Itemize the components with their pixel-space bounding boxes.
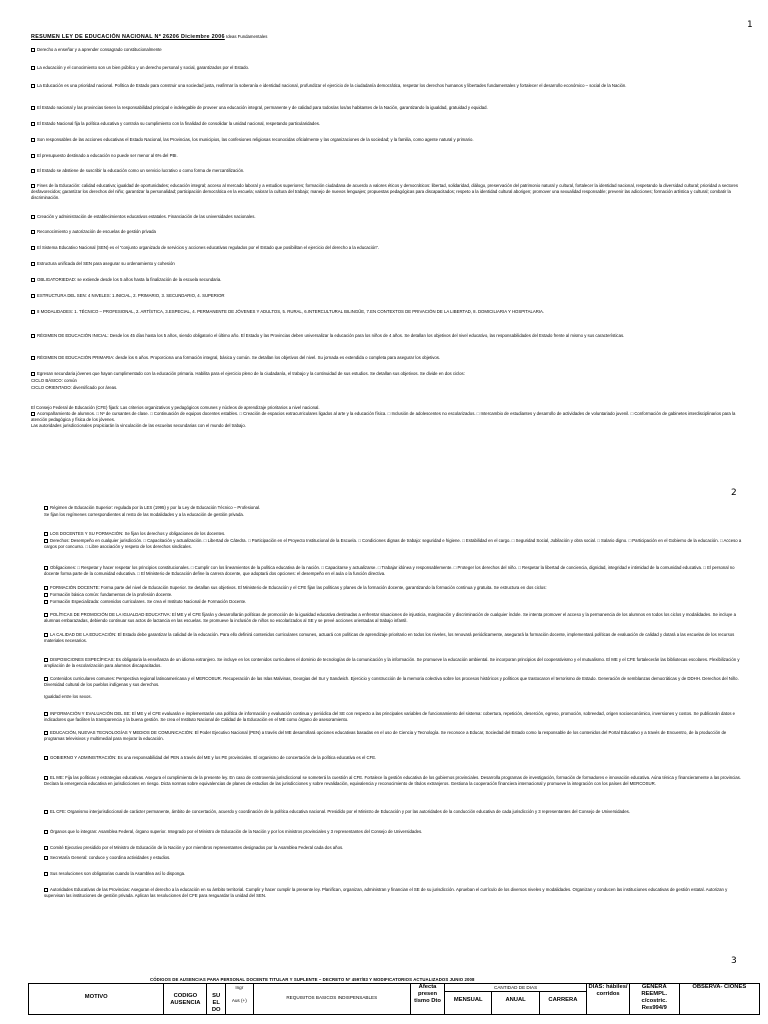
list-item: El Estado nacional y las provincias tienen la responsabilidad principal e indelegable de proveer una educación integral, permanente y de calidad para todos/as los/as habitantes de la Nación, garantizando la igualdad, gratuidad y equidad. — [31, 105, 746, 111]
checkbox-icon — [44, 677, 48, 681]
page-number-3: 3 — [731, 956, 737, 966]
list-item: Egresan secundaria jóvenes que hayan cumplimentado con la educación primaria. Habilita para el ejercicio pleno de la ciudadanía, el trabajo y la continuidad de sus estudios. Se detallan sus objetivos. Se divide en dos ciclos: — [31, 371, 746, 377]
checkbox-icon — [31, 334, 35, 338]
page-number-1: 1 — [747, 20, 753, 30]
checkbox-icon — [44, 532, 48, 536]
checkbox-icon — [44, 846, 48, 850]
list-item: EL ME: Fija las políticas y estrategias educativas. Asegura el cumplimiento de la presente ley. En caso de controversia jurisdiccional se someterá la cuestión al CFE. Fortalece la gestión educativa de los gobiernos provinciales. Desarrolla programas de investigación, formación de formadores e innovación educativa. Aúna ténica y financieramente a las provincias. Declara la emergencia educativa en jurisdicciones en riesgo. Dicta normas sobre equivalencias de planes de estudios de las jurisdicciones y sobre revalidación, equivalencia y reconocimiento de títulos extranjeros. Gestiona la cooperación financiera internacional y promueve la integración con los países del MERCOSUR. — [44, 775, 741, 787]
list-item: Formación Especializada: contenidos curriculares. Se crea el Instituto Nacional de Formación Docente. — [44, 599, 746, 605]
list-item: Autoridades Educativas de las Provincias: Aseguran el derecho a la educación en su ámbito territorial. Cumplir y hacer cumplir la presente ley. Planifican, organizan, administran y financian el SE de su jurisdicción. Aprueban el currículo de los diversos niveles y modalidades. Organizan y conducen las instituciones educativas de gestión estatal. Autorizan y supervisan las instituciones de gestión privada. Aplican las resoluciones del CFE para resguardar la unidad del SEN. — [44, 887, 728, 899]
checkbox-icon — [31, 215, 35, 219]
header-carrera: CARRERA — [539, 992, 586, 1015]
header-requisitos: REQUISITOS BASICOS INDISPENSABLES — [253, 984, 410, 1015]
header-su: SU EL DO — [207, 984, 226, 1015]
checkbox-icon — [44, 539, 48, 543]
checkbox-icon — [31, 356, 35, 360]
cfe-last: Las autoridades jurisdiccionales propiciarán la vinculación de las escuelas secundarias con el mundo del trabajo. — [31, 423, 246, 428]
list-item: POLÍTICAS DE PROMOCIÓN DE LA IGUALDAD EDUCATIVA: El ME y el CFE fijarán y desarrollarán políticas de promoción de la igualdad educativa destinadas a enfrentar situaciones de injusticia, marginación y discriminación de cualquier índole. Se intenta promover el acceso y la permanencia de los alumnos en todos los ciclos y modalidades. Se incluye a alumnas embarazadas, debiendo continuar sus actos de lactancia en las escuelas. Se promueve la inclusión de niños no escolarizados al SE y se prevé acciones orientadas al trabajo infantil. — [44, 612, 736, 624]
checkbox-icon — [44, 756, 48, 760]
cfe-paragraph: El Consejo Federal de Educación (CFE) fijará: Las criterios organizativos y pedagógicos comunes y núcleos de aprendizaje prioritarios a nivel nacional. — [31, 405, 320, 410]
header-afecta: Afecta presen tismo Dto — [410, 984, 444, 1015]
list-item: Creación y administración de establecimientos educativos estatales. Financiación de las universidades nacionales. — [31, 214, 746, 220]
list-item: Estructura unificada del SEN para asegurar su ordenamiento y cohesión — [31, 261, 746, 267]
header-dias: DIAS: hábiles/ corridos — [587, 984, 630, 1015]
list-item: Régimen de Educación Superior: regulada por la LES (1995) y por la Ley de Educación Técnico – Profesional. — [44, 505, 746, 511]
title-text: RESUMEN LEY DE EDUCACIÓN NACIONAL Nº 26206 Diciembre 2006 — [31, 34, 225, 40]
list-item: Contenidos curriculares comunes: Perspectiva regional latinoamericana y el MERCOSUR. Recuperación de las Islas Malvinas, Georgias del Sur y Sandwich. Ejercicio y construcción de la memoria colectiva sobre los procesos históricos y políticos que trastocaron el terrorismo de Estado. Generación de semblanzas democráticas y de DDHH. Derechos del Niño. Diversidad cultural de los pueblos indígenas y sus derechos. — [44, 676, 739, 688]
list-item: OBLIGATORIEDAD: se extiende desde los 5 años hasta la finalización de la escuela secundaria. — [31, 277, 746, 283]
list-item: Derecho a enseñar y a aprender consagrado constitucionalmente — [31, 47, 746, 53]
cycle-basic: CICLO BÁSICO: común — [31, 378, 77, 383]
list-item: RÉGIMEN DE EDUCACIÓN PRIMARIA: desde los 6 años. Proporciona una formación integral, básica y común. Se detallan los objetivos del nivel. Su jornada es extendida o completa para asegurar los objetivos. — [31, 355, 746, 361]
list-item: INFORMACIÓN Y EVALUACIÓN DEL SE: El ME y el CFE evaluarán e implementarán una política de información y evaluación continua y periódica del SE con respecto a las principales variables de funcionamiento del sistema: cobertura, repetición, deserción, egreso, promoción, sobreedad, origen socioeconómico, inversiones y costos. Se publicarán datos e indicadores que faciliten la transparencia y la buena gestión. Se crea el Instituto Nacional de Calidad de la Educación en el ME como órgano de asesoramiento. — [44, 711, 736, 723]
list-item: El Estado se abstiene de suscribir la educación como un servicio lucrativo o como forma de mercantilización. — [31, 168, 746, 174]
page-number-2: 2 — [731, 488, 737, 498]
checkbox-icon — [31, 278, 35, 282]
checkbox-icon — [31, 294, 35, 298]
list-item: La educación y el conocimiento son un bien público y un derecho personal y social, garantizados por el Estado. — [31, 65, 746, 71]
header-mensual: MENSUAL — [445, 992, 492, 1015]
list-item: Obligaciones: □ Respetar y hacer respetar los principios constitucionales. □ Cumplir con los lineamientos de la política educativa de la nación. □ Capacitarse y actualizarse. □ Trabajar idónea y responsablemente. □ Proteger los derechos del niño. □ Respetar la libertad de conciencia, dignidad, integridad e intimidad de la comunidad educativa. □ El personal no docente forma parte de la comunidad educativa. □ El Ministerio de Educación define la carrera docente, que adoptará dos opciones: el desempeño en el aula o la función directiva. — [44, 565, 735, 577]
list-item: El Sistema Educativo Nacional (SEN) es el "conjunto organizado de servicios y acciones educativas regulados por el Estado que posibilitan el ejercicio del derecho a la educación". — [31, 245, 746, 251]
checkbox-icon — [31, 138, 35, 142]
checkbox-icon — [44, 633, 48, 637]
list-item: RÉGIMEN DE EDUCACIÓN INICIAL: Desde los 45 días hasta los 5 años, siendo obligatorio el último año. El Estado y las Provincias deben universalizar la educación para los niños de 4 años. Se detallan los objetivos del nivel educativo, las responsabilidades del Estado frente al mismo y sus características. — [31, 333, 746, 339]
list-item: LOS DOCENTES Y SU FORMACIÓN: Se fijan los derechos y obligaciones de los docentes. — [44, 531, 746, 537]
list-item: LA CALIDAD DE LA EDUCACIÓN: El Estado debe garantizar la calidad de la educación. Para ello definirá contenidos curriculares comunes, actuará con políticas de aprendizaje prioritario en todos los niveles, los renovará periódicamente, asegurará la formación docente, implementará políticas de evaluación de calidad y dotará a las escuelas de los recursos materiales necesarios. — [44, 632, 735, 644]
list-item: Órganos que lo integran: Asamblea Federal, órgano superior. Integrado por el Ministro de Educación de la Nación y por los ministros provinciales y 3 representantes del Consejo de Universidades. — [44, 829, 746, 835]
checkbox-icon — [31, 230, 35, 234]
checkbox-icon — [31, 106, 35, 110]
list-item: Sus resoluciones son obligatorias cuando la Asamblea así lo disponga. — [44, 871, 746, 877]
checkbox-icon — [44, 776, 48, 780]
list-item: Reconocimiento y autorización de escuelas de gestión privada — [31, 229, 746, 235]
checkbox-icon — [44, 658, 48, 662]
list-item: ESTRUCTURA DEL SEN: 4 NIVELES: 1.INICIAL, 2. PRIMARIO, 3. SECUNDARIO, 4. SUPERIOR — [31, 293, 746, 299]
cycle-oriented: CICLO ORIENTADO: diversificado por áreas. — [31, 385, 118, 390]
checkbox-icon — [31, 122, 35, 126]
checkbox-icon — [31, 262, 35, 266]
list-item: Son responsables de las acciones educativas el Estado Nacional, las Provincias, los municipios, las confesiones religiosas reconocidas oficialmente y las organizaciones de la sociedad; y la familia, como agente natural y primario. — [31, 137, 746, 143]
list-item: GOBIERNO Y ADMINISTRACIÓN: Es una responsabilidad del PEN a través del ME y los PE provinciales. El organismo de concertación de la política educativa es el CFE. — [44, 755, 746, 761]
checkbox-icon — [44, 872, 48, 876]
checkbox-icon — [31, 310, 35, 314]
list-item: EDUCACIÓN, NUEVAS TECNOLOGÍAS Y MEDIOS DE COMUNICACIÓN: El Poder Ejecutivo Nacional (PEN) a través del ME desarrollará opciones educativas basadas en el uso de Ciencia y Tecnología. Se reconoce a Educar, Sociedad del Estado como la responsable de los contenidos del Portal Educativo y a través de Encuentro, de la producción de programas televisivos y multimedial para mejorar la educación. — [44, 730, 727, 742]
subtitle-text: Ideas Fundamentales — [226, 34, 268, 39]
absence-codes-table — [28, 983, 760, 1015]
checkbox-icon — [44, 731, 48, 735]
list-item: El presupuesto destinado a educación no puede ser menor al 6% del PBI. — [31, 153, 746, 159]
cfe-items: Acompañamiento de alumnos. □ Nº de cursantes de clase. □ Continuación de equipos docentes estables. □ Creación de espacios extracurriculares ligados al arte y la educación física. □ Inclusión de adolescentes no escolarizados. □ Intercambio de estudiantes y desarrollo de actividades de voluntariado juvenil. □ Conformación de gabinetes interdisciplinarios para la atención pedagógica y física de los jóvenes. — [31, 411, 736, 423]
checkbox-icon — [44, 888, 48, 892]
checkbox-icon — [31, 48, 35, 52]
checkbox-icon — [44, 712, 48, 716]
checkbox-icon — [31, 372, 35, 376]
header-aus: Aus (+) — [231, 998, 247, 1003]
checkbox-icon — [31, 84, 35, 88]
document-title — [31, 34, 746, 40]
table-caption: CÓDIGOS DE AUSENCIAS PARA PERSONAL DOCENTE TITULAR Y SUPLENTE – DECRETO Nº 4597/83 Y MODIFICATORIOS ACTUALIZADOS JUNIO 2008 — [150, 977, 475, 982]
checkbox-icon — [44, 613, 48, 617]
header-motivo: MOTIVO — [29, 984, 164, 1015]
list-item: Secretaría General: conduce y coordina actividades y estudios. — [44, 855, 746, 861]
header-cantidad: CANTIDAD DE DIAS — [445, 984, 587, 992]
checkbox-icon — [31, 66, 35, 70]
checkbox-icon — [44, 586, 48, 590]
paragraph: Se fijan los regímenes correspondientes al resto de las modalidades y a la educación de gestión privada. — [44, 512, 244, 517]
checkbox-icon — [31, 154, 35, 158]
header-codigo: CODIGO AUSENCIA — [164, 984, 207, 1015]
checkbox-icon — [31, 169, 35, 173]
list-item: Fines de la Educación: calidad educativa; igualdad de oportunidades; educación integral; acceso al mercado laboral y a estudios superiores; formación ciudadana de acuerdo a valores éticos y democráticos: libertad, solidaridad, diálogo, preservación del patrimonio natural y cultural, fortalecer la identidad nacional, respetando la diversidad cultural; prioridad a sectores desfavorecidos; garantizar los derechos del niño; garantizar la personalidad; participación democrática en la escuela; valorar la cultura del trabajo; manejo de nuevos lenguajes; propuestas pedagógicas para discapacitados; respeto a la identidad cultural aborigen; promover una sexualidad responsable; prevenir las adicciones; formación artística y cultural; combatir la discriminación. — [31, 183, 739, 201]
checkbox-icon — [44, 506, 48, 510]
checkbox-icon — [44, 593, 48, 597]
list-item: DISPOSICIONES ESPECÍFICAS: Es obligatoria la enseñanza de un idioma extranjero. Se incluye en los contenidos curriculares el dominio de tecnologías de la comunicación y la información. Se promueve la educación ambiental. Se incorporan principios del cooperativismo y el mutualismo. El ME y el CFE fortalecerán las bibliotecas escolares. Flexibilización y ampliación de la escolarización para alumnos discapacitados. — [44, 657, 740, 669]
checkbox-icon — [44, 810, 48, 814]
checkbox-icon — [44, 566, 48, 570]
list-item: EL CFE: Organismo interjurisdiccional de carácter permanente, ámbito de concertación, acuerdo y coordinación de la política educativa nacional. Presidido por el Ministro de Educación y por las autoridades de la conducción educativa de cada jurisdicción y 3 representantes del Consejo de Universidades. — [44, 809, 746, 815]
header-anual: ANUAL — [492, 992, 539, 1015]
checkbox-icon — [31, 184, 35, 188]
header-genera: GENERA REEMPL. c/costric. Res994/9 — [630, 984, 680, 1015]
list-item: Derechos: Desempeño en cualquier jurisdicción. □ Capacitación y actualización. □ Libertad de Cátedra. □ Participación en el Proyecto Institucional de la Escuela. □ Condiciones dignas de trabajo: seguridad e higiene. □ Estabilidad en el cargo. □ Seguridad Social, Jubilación y obra social. □ Salario digno. □ Participación en el Gobierno de la educación. □ Acceso a cargos por concurso. □ Libre asociación y respeto de los derechos sindicales. — [44, 538, 742, 550]
list-item: Comité Ejecutivo presidido por el Ministro de Educación de la Nación y por miembros representantes designados por la Asamblea Federal cada dos años. — [44, 845, 746, 851]
checkbox-icon — [44, 600, 48, 604]
list-item: El Estado Nacional fija la política educativa y controla su cumplimiento con la finalidad de consolidar la unidad nacional, respetando particularidades. — [31, 121, 746, 127]
list-item: 8 MODALIDADES: 1. TÉCNICO – PROFESIONAL, 2. ARTÍSTICA, 3.ESPECIAL, 4. PERMANENTE DE JÓVENES Y ADULTOS, 5. RURAL, 6.INTERCULTURAL BILINGÜE, 7.EN CONTEXTOS DE PRIVACIÓN DE LA LIBERTAD, 8. DOMICILIARIA Y HOSPITALARIA. — [31, 309, 746, 315]
list-item: FORMACIÓN DOCENTE: Forma parte del nivel de Educación Superior. Se detallan sus objetivos. El Ministerio de Educación y el CFE fijan las políticas y planes de la formación docente, garantizando la formación continua y gratuita. Se estructura en dos ciclos: — [44, 585, 746, 591]
header-ingr: Ingr — [235, 985, 244, 990]
checkbox-icon — [44, 856, 48, 860]
checkbox-icon — [44, 830, 48, 834]
header-observaciones: OBSERVA- CIONES — [679, 984, 759, 1015]
checkbox-icon — [31, 246, 35, 250]
header-ingr-aus — [226, 984, 254, 1015]
paragraph: Igualdad entre los sexos. — [44, 694, 92, 699]
list-item: La Educación es una prioridad nacional. Política de Estado para construir una sociedad justa, reafirmar la soberanía e identidad nacional, profundizar el ejercicio de la ciudadanía democrática, respetar los derechos humanos y libertades fundamentales y fortalecer el desarrollo económico – social de la Nación. — [31, 83, 746, 89]
checkbox-icon — [31, 412, 35, 416]
list-item: Formación básica común: fundamentos de la profesión docente. — [44, 592, 746, 598]
